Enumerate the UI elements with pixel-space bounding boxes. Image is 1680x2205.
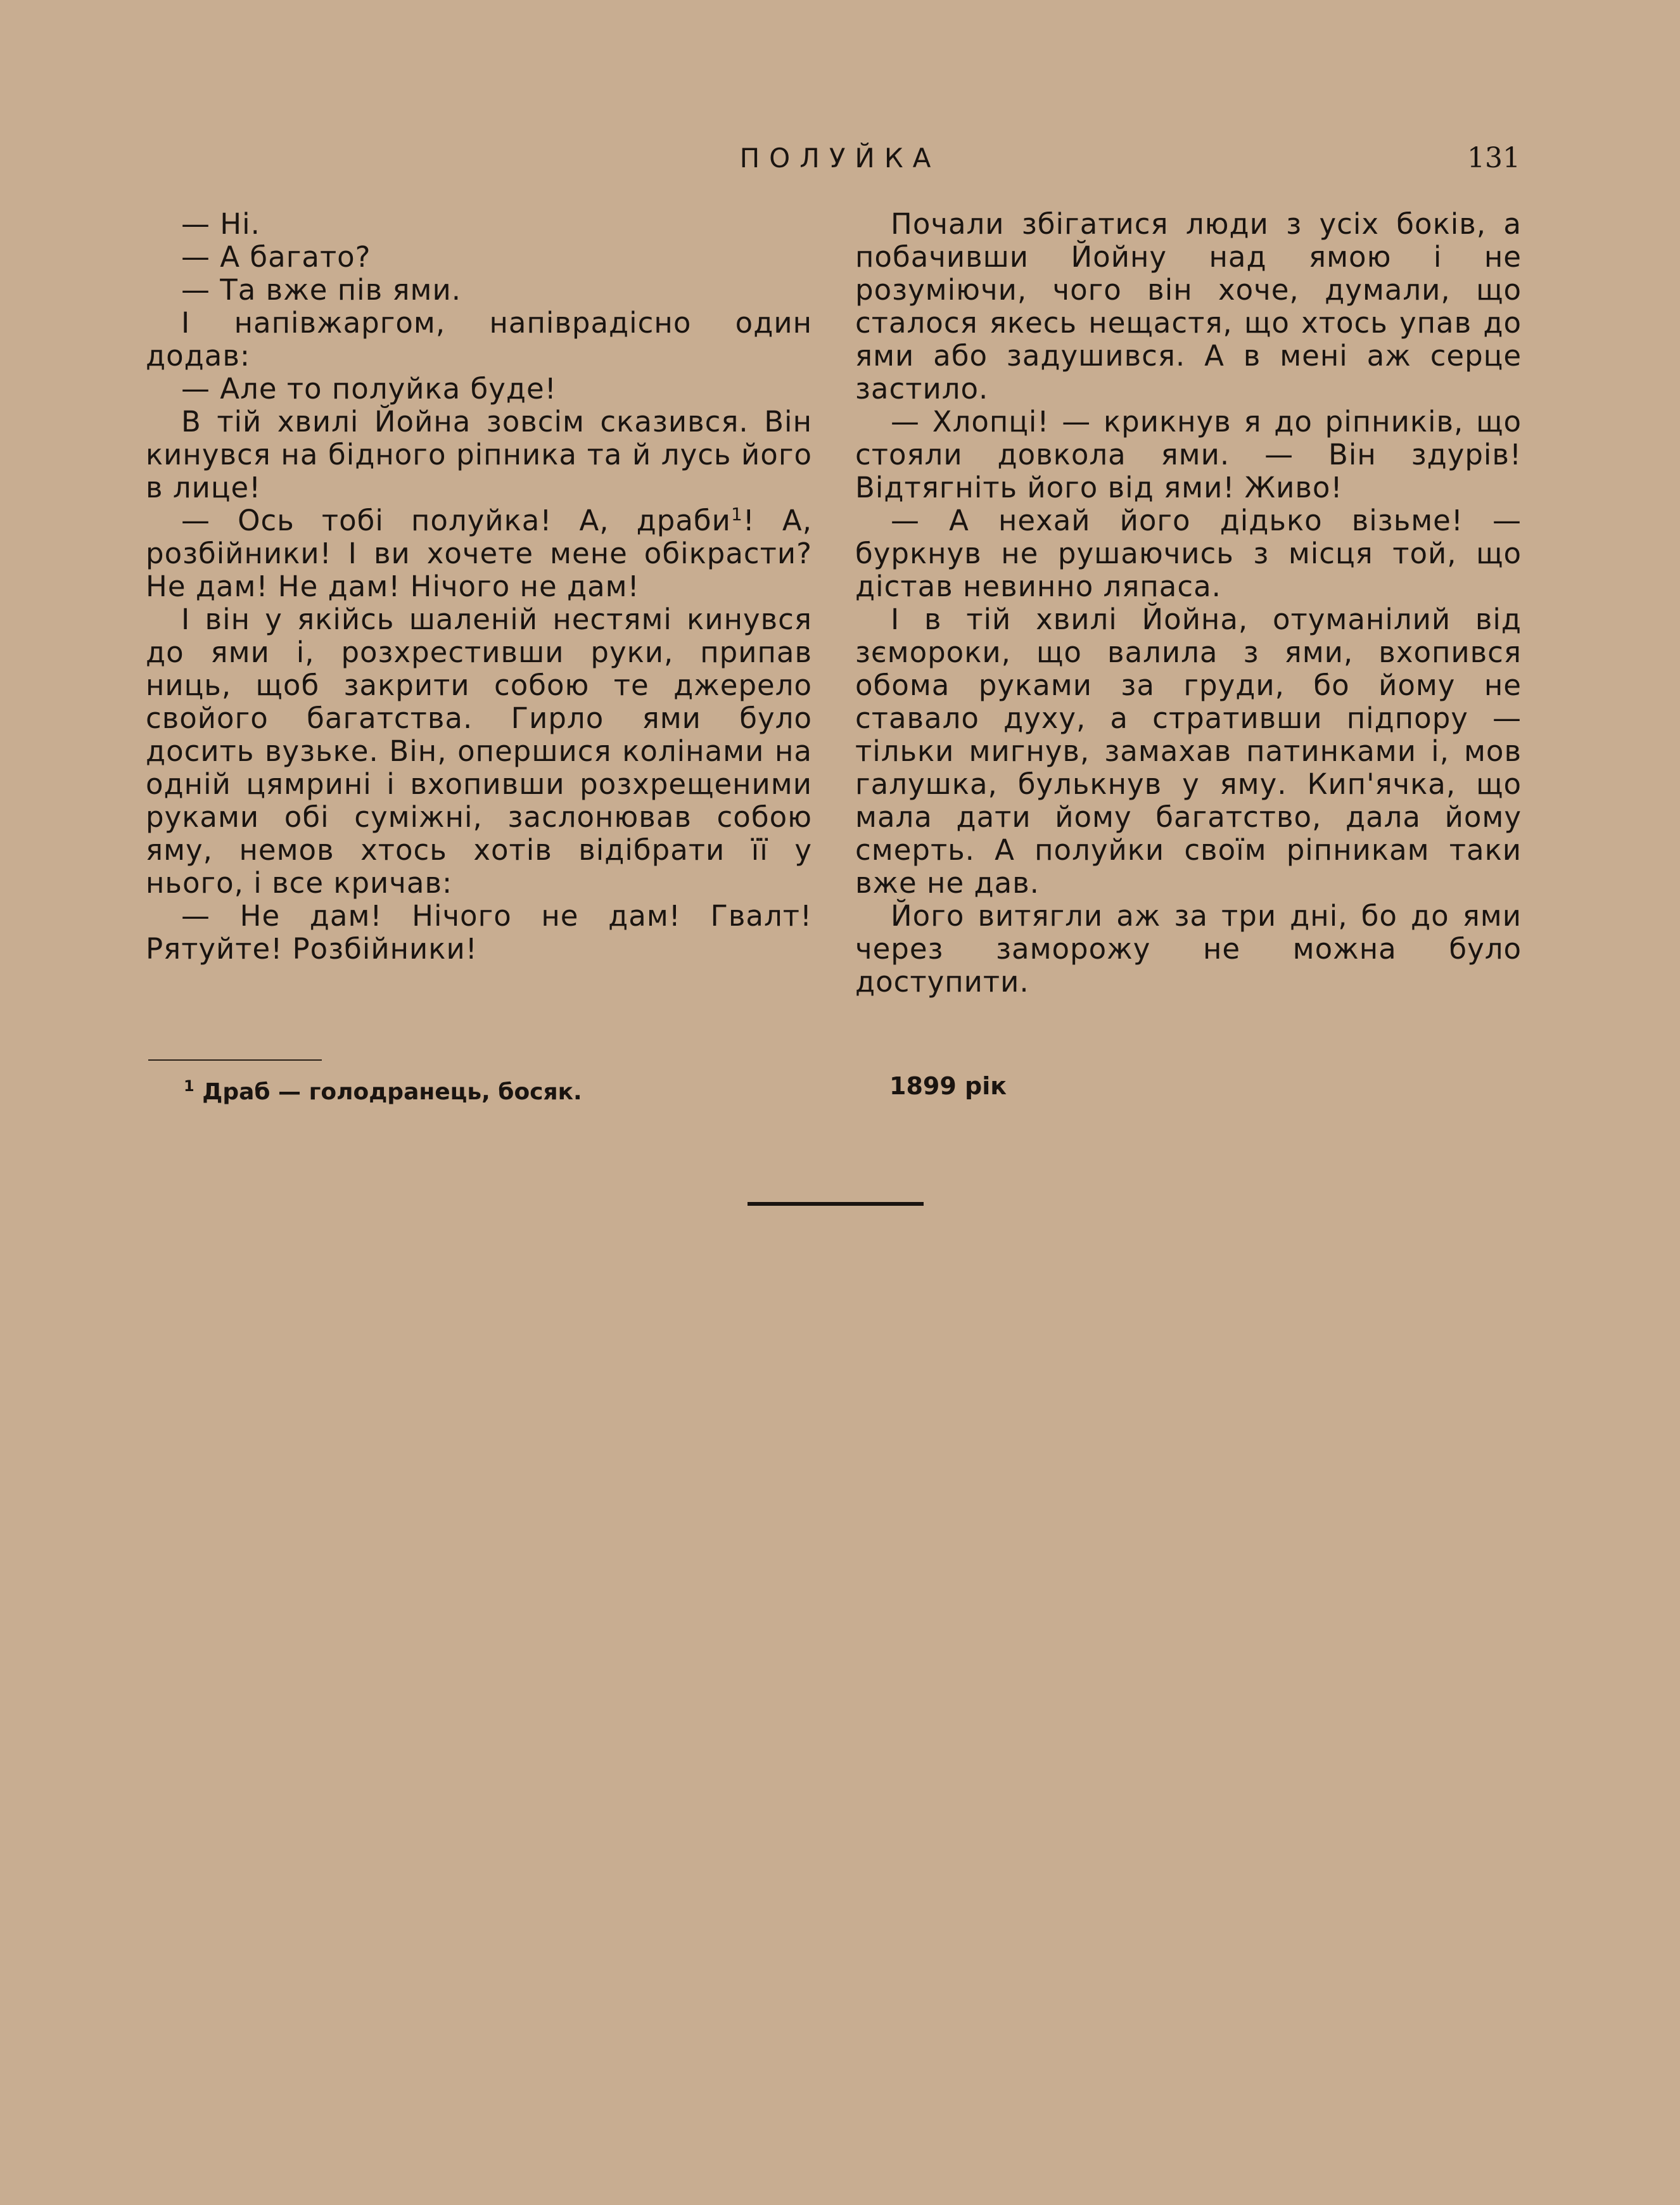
paragraph-with-footnote <box>146 504 812 603</box>
paragraph: — Хлопці! — крикнув я до ріпників, що стояли довкола ями. — Він здурів! Відтягніть його від ями! Живо! <box>855 405 1522 504</box>
paragraph: І він у якійсь шаленій нестямі кинувся до ями і, розхрестивши руки, припав ниць, щоб закрити собою те джерело свойого багатства. Гирло ями було досить вузьке. Він, опершися колінами на одній цямрині і вхопивши розхрещеними руками обі суміжні, заслонював собою яму, немов хтось хотів відібрати її у нього, і все кричав: <box>146 603 812 900</box>
paragraph: І напівжаргом, напіврадісно один додав: <box>146 306 812 373</box>
paragraph: В тій хвилі Йойна зовсім сказився. Він кинувся на бідного ріпника та й лусь його в лице! <box>146 405 812 504</box>
paragraph-text: — Ось тобі полуйка! А, драби <box>181 504 731 537</box>
paragraph: — Та вже пів ями. <box>181 273 462 307</box>
page-number: 131 <box>1467 142 1520 174</box>
dateline: 1899 рік <box>889 1072 1007 1100</box>
footnote <box>184 1071 754 1108</box>
footnote-reference: 1 <box>730 504 743 525</box>
footnote-divider <box>148 1059 322 1061</box>
paragraph: Почали збігатися люди з усіх боків, а побачивши Йойну над ямою і не розуміючи, чого він хоче, думали, що сталося якесь нещастя, що хтось упав до ями або задушився. А в мені аж серце застило. <box>855 207 1522 406</box>
end-divider <box>748 1202 924 1206</box>
paragraph: — Але то полуйка буде! <box>181 372 557 406</box>
paragraph: І в тій хвилі Йойна, отуманілий від зємороки, що валила з ями, вхопився обома руками за груди, бо йому не ставало духу, а стративши підпору — тільки мигнув, замахав патинками і, мов галушка, булькнув у яму. Кип'ячка, що мала дати йому багатство, дала йому смерть. А полуйки своїм ріпникам таки вже не дав. <box>855 603 1522 900</box>
paragraph: Його витягли аж за три дні, бо до ями через заморожу не можна було доступити. <box>855 899 1522 999</box>
paragraph-text: ! А, розбійники! І ви хочете мене обікрасти? Не дам! Не дам! Нічого не дам! <box>146 504 812 603</box>
right-column <box>855 208 1522 999</box>
page-header-title: ПОЛУЙКА <box>739 143 941 174</box>
left-column <box>146 208 812 966</box>
paragraph: — А нехай його дідько візьме! — буркнув не рушаючись з місця той, що дістав невинно ляпаса. <box>855 504 1522 603</box>
footnote-marker: 1 <box>184 1077 194 1095</box>
paragraph: — Не дам! Нічого не дам! Гвалт! Рятуйте! Розбійники! <box>146 899 812 966</box>
paragraph: — Ні. <box>181 207 260 241</box>
footnote-text: Драб — голодранець, босяк. <box>202 1079 582 1105</box>
paragraph: — А багато? <box>181 240 371 274</box>
